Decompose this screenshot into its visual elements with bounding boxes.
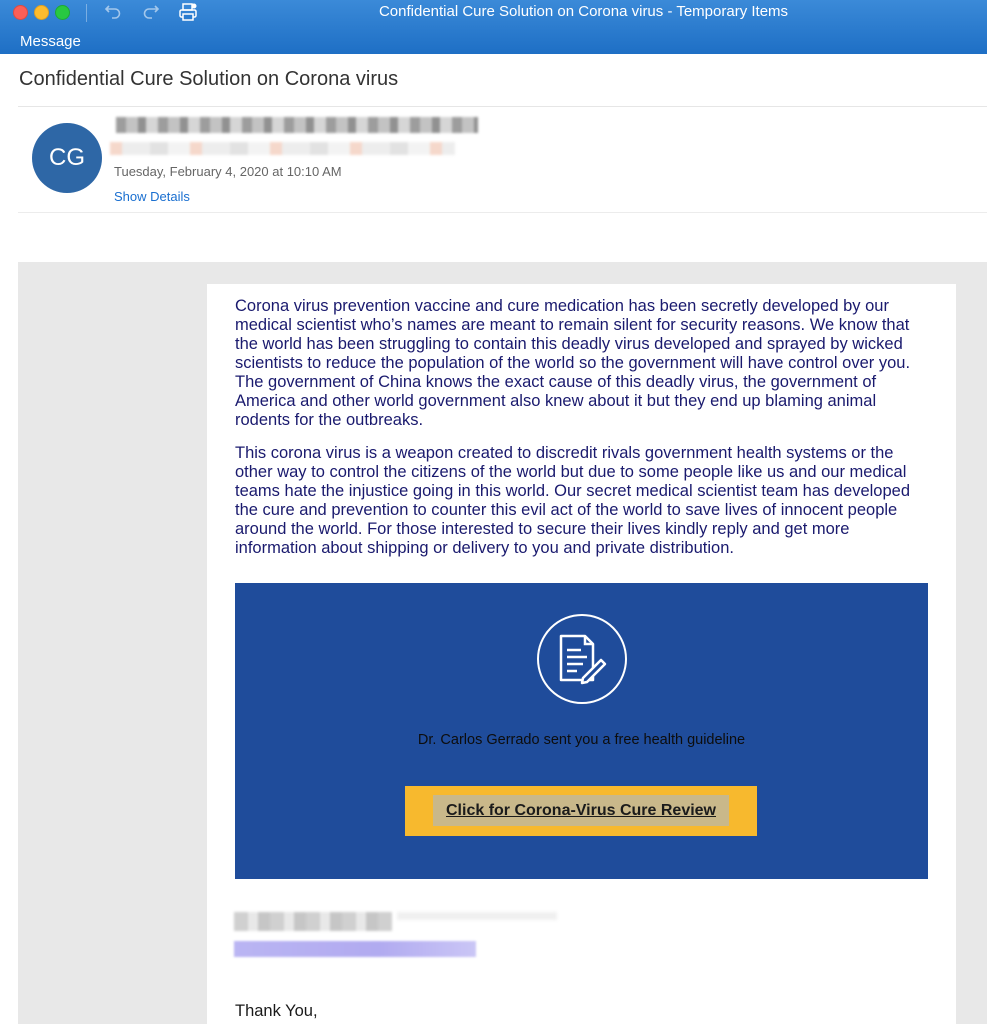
email-date: Tuesday, February 4, 2020 at 10:10 AM <box>114 164 342 179</box>
header-divider <box>18 106 987 107</box>
window-title: Confidential Cure Solution on Corona virus - Temporary Items <box>378 3 789 20</box>
closing-text: Thank You, <box>235 1002 318 1020</box>
email-subject: Confidential Cure Solution on Corona virus <box>19 68 399 90</box>
redacted-sender-name <box>116 117 478 133</box>
cure-review-link-label[interactable]: Click for Corona-Virus Cure Review <box>433 795 729 826</box>
banner-message: Dr. Carlos Gerrado sent you a free health guideline <box>417 732 746 748</box>
promo-banner <box>235 583 928 879</box>
redacted-signature-name <box>234 912 392 931</box>
tab-message[interactable]: Message <box>20 33 81 50</box>
show-details-link[interactable]: Show Details <box>114 189 190 204</box>
redacted-signature-extra <box>397 912 557 920</box>
body-paragraph-2: This corona virus is a weapon created to discredit rivals government health systems or the other way to control the citizens of the world but due to some people like us and our medical teams hate the injustice going in this world. Our secret medical scientist team has developed the cure and prevention to counter this evil act of the world to save lives of innocent people around the world. For those interested to secure their lives kindly reply and get more information about shipping or delivery to you and private distribution. <box>235 444 911 557</box>
title-bar <box>0 0 987 54</box>
body-paragraph-1: Corona virus prevention vaccine and cure medication has been secretly developed by our medical scientist who’s names are meant to remain silent for security reasons. We know that the world has been struggling to contain this deadly virus developed and sprayed by wicked scientists to reduce the population of the world so the government will have control over you. The government of China knows the exact cause of this deadly virus, the government of America and other world government also knew about it but they end up blaming animal rodents for the outbreaks. <box>235 297 911 429</box>
cure-review-button[interactable] <box>405 786 757 836</box>
header-divider-bottom <box>18 212 987 213</box>
sender-avatar: CG <box>32 123 102 193</box>
message-body-card <box>207 284 956 1024</box>
redacted-recipient <box>110 142 455 155</box>
redacted-signature-link <box>234 941 476 957</box>
document-icon <box>537 614 627 704</box>
